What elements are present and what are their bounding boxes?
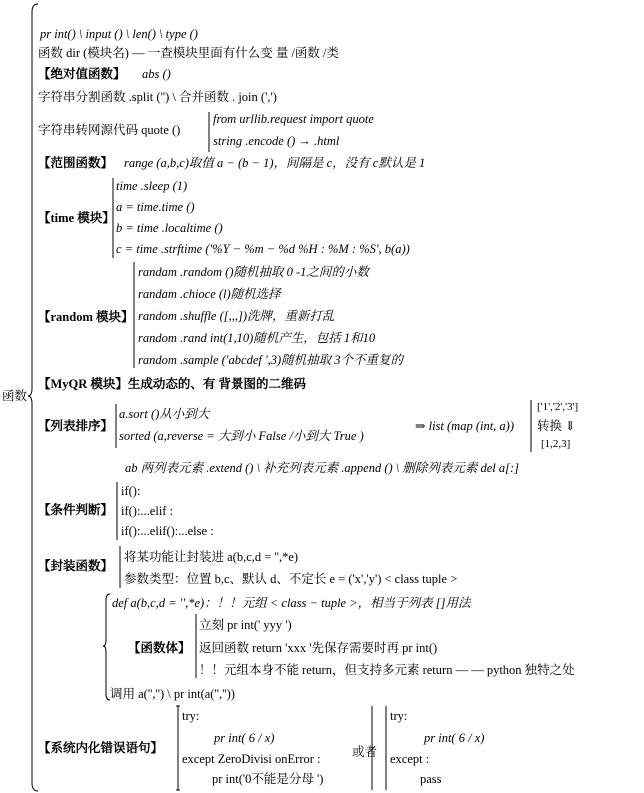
err-try: try: <box>182 709 200 723</box>
sort-line-1: a.sort ()从小到大 <box>119 407 210 421</box>
random-line-2: randam .chioce (l)随机选择 <box>138 287 281 301</box>
cond-line-2: if():...elif : <box>121 504 174 518</box>
sort-result-1: ['1','2','3'] <box>537 401 579 413</box>
root-label: 函数 <box>2 389 28 403</box>
wrap-line-2: 参数类型：位置 b,c、默认 d、不定长 e = ('x','y') < class tuple > <box>124 572 458 586</box>
sort-arrow: ⇒ list (map (int, a)) <box>415 419 515 433</box>
time-line-3: b = time .localtime () <box>116 221 223 235</box>
err-label: 【系统内化错误语句】 <box>38 741 164 755</box>
ab-line: ab 两列表元素 .extend () \ 补充列表元素 .append () \ 删除列表元素 del a[:] <box>125 461 520 475</box>
call-line: 调用 a('','') \ pr int(a('','')) <box>110 687 235 701</box>
cond-label: 【条件判断】 <box>38 503 114 517</box>
time-line-2: a = time.time () <box>116 200 195 214</box>
myqr-line: 【MyQR 模块】生成动态的、有 背景图的二维码 <box>38 377 307 391</box>
err-right-try: try: <box>390 709 408 723</box>
random-line-5: random .sample ('abcdef ',3)随机抽取 3个不重复的 <box>138 353 404 367</box>
err-except: except ZeroDivisi onError : <box>182 752 321 766</box>
range-text: range (a,b,c)取值 a − (b − 1)，间隔是 c，没有 c默认是 1 <box>124 156 426 170</box>
func-body-line-1: 立刻 pr int(' yyy ') <box>199 618 292 632</box>
random-line-3: random .shuffle ([,,,])洗牌，重新打乱 <box>138 309 335 323</box>
builtin-funcs-line: pr int() \ input () \ len() \ type () <box>40 27 198 41</box>
random-label: 【random 模块】 <box>38 310 134 324</box>
err-right-pass: pass <box>420 772 442 786</box>
err-right-except: except : <box>390 752 430 766</box>
time-label: 【time 模块】 <box>38 211 115 225</box>
func-body-label: 【函数体】 <box>128 641 191 655</box>
split-line: 字符串分割函数 .split ('') \ 合并函数 . join (',') <box>38 90 277 104</box>
root-brace <box>28 4 38 791</box>
time-line-4: c = time .strftime ('%Y − %m − %d %H : %M : %S', b(a)) <box>116 242 410 256</box>
func-body-line-2: 返回函数 return 'xxx '先保存需要时再 pr int() <box>199 641 438 655</box>
err-print-2: pr int('0不能是分母 ') <box>212 772 324 786</box>
random-line-4: random .rand int(1,10)随机产生，包括 1和10 <box>138 331 376 345</box>
cond-line-1: if(): <box>121 484 141 498</box>
dir-line: 函数 dir (模块名) — 一查模块里面有什么变 量 /函数 /类 <box>38 46 340 60</box>
wrap-label: 【封装函数】 <box>38 559 114 573</box>
abs-label: 【绝对值函数】 <box>38 67 126 81</box>
sort-result-3: [1,2,3] <box>541 438 571 450</box>
range-label: 【范围函数】 <box>38 156 114 170</box>
err-print: pr int( 6 / x) <box>214 731 275 745</box>
wrap-line-1: 将某功能让封装进 a(b,c,d = '',*e) <box>124 550 299 564</box>
cond-line-3: if():...elif():...else : <box>121 524 214 538</box>
sort-result-2: 转换 ⇓ <box>537 419 576 433</box>
time-line-1: time .sleep (1) <box>116 179 188 193</box>
sort-label: 【列表排序】 <box>38 419 114 433</box>
err-right-print: pr int( 6 / x) <box>424 731 485 745</box>
def-brace <box>103 594 110 700</box>
sort-line-2: sorted (a,reverse = 大到小 False /小到大 True ) <box>119 429 364 443</box>
random-line-1: randam .random ()随机抽取 0 -1之间的小数 <box>138 265 369 279</box>
def-line: def a(b,c,d = '',*e)：！！元组 < class − tuple >，相当于列表 []用法 <box>112 596 471 610</box>
quote-line-2: string .encode () → .html <box>213 134 340 148</box>
abs-code: abs () <box>142 67 171 81</box>
quote-line-1: from urllib.request import quote <box>213 112 374 126</box>
func-body-line-3: ！！元组本身不能 return，但支持多元素 return — — python 独特之处 <box>199 663 575 677</box>
quote-label: 字符串转网源代码 quote () <box>38 123 181 137</box>
err-or: 或者 <box>352 745 378 759</box>
